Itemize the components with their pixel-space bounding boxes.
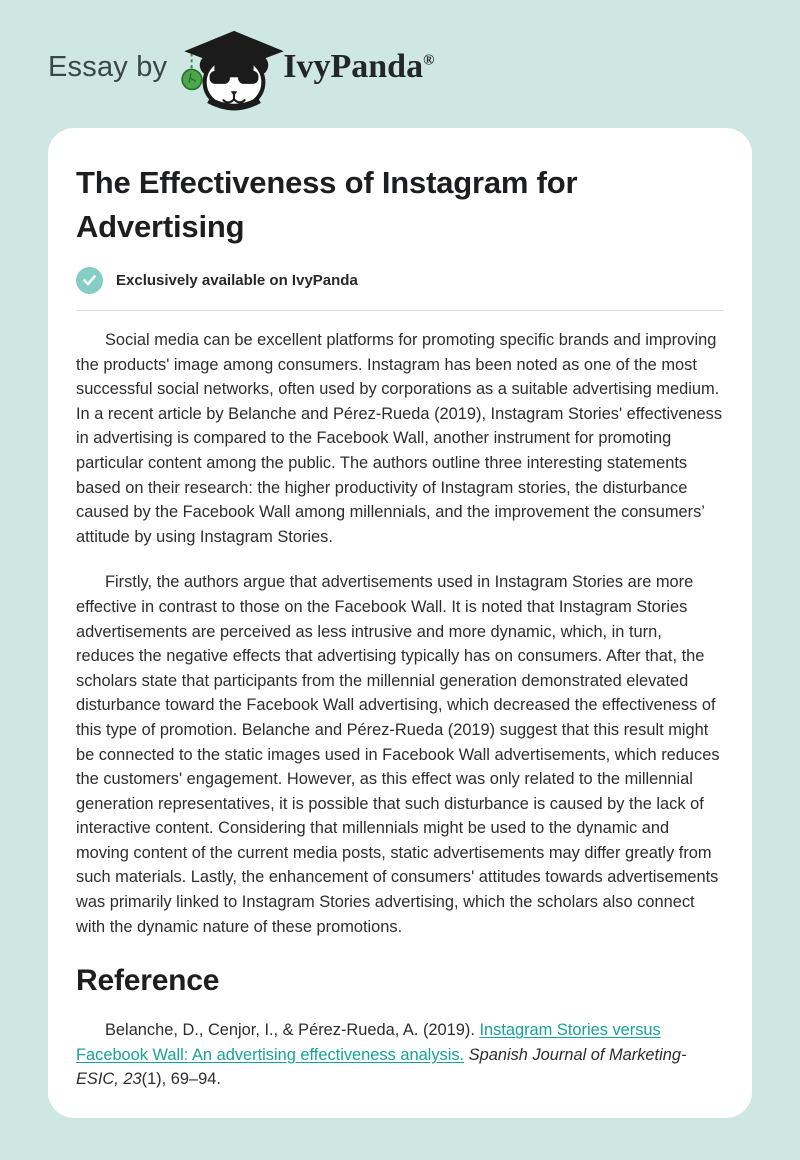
citation-authors: Belanche, D., Cenjor, I., & Pérez-Rueda, A. (2019). <box>105 1021 480 1040</box>
page-header <box>0 0 800 110</box>
reference-heading: Reference <box>76 964 220 998</box>
essay-body <box>76 328 724 939</box>
check-icon <box>76 267 103 294</box>
availability-badge <box>76 267 724 294</box>
divider <box>76 310 724 311</box>
reference-citation <box>76 1018 724 1092</box>
essay-by-label: Essay by <box>48 50 168 83</box>
brand-wordmark <box>283 48 434 86</box>
brand-name: IvyPanda <box>283 48 424 85</box>
essay-paragraph: Firstly, the authors argue that advertisements used in Instagram Stories are more effective in contrast to those on the Facebook Wall. It is noted that Instagram Stories advertisements are perceived as less intrusive and more dynamic, which, in turn, reduces the negative effects that advertising typically has on consumers. After that, the scholars state that participants from the millennial generation demonstrated elevated disturbance toward the Facebook Wall advertising, which decreased the effectiveness of this type of promotion. Belanche and Pérez-Rueda (2019) suggest that this result might be connected to the static images used in Facebook Wall advertisements, which reduces the customers' engagement. However, as this effect was only related to the millennial generation representatives, it is possible that such disturbance is caused by the lack of interactive content. Considering that millennials might be used to the dynamic and moving content of the current media posts, static advertisements may differ greatly from such materials. Lastly, the enhancement of consumers' attitudes towards advertisements was primarily linked to Instagram Stories advertising, which the scholars also connect with the dynamic nature of these promotions. <box>76 573 720 936</box>
essay-card <box>48 128 752 1118</box>
registered-mark: ® <box>423 52 435 69</box>
citation-issue-pages: (1), 69–94. <box>141 1070 221 1089</box>
citation-journal: Spanish Journal of Marketing-ESIC, 23 <box>76 1045 687 1089</box>
essay-paragraph: Social media can be excellent platforms for promoting specific brands and improving the products' image among consumers. Instagram has been noted as one of the most successful social networks, often used by corporations as a suitable advertising medium. In a recent article by Belanche and Pérez-Rueda (2019), Instagram Stories' effectiveness in advertising is compared to the Facebook Wall, another instrument for promoting particular content among the public. The authors outline three interesting statements based on their research: the higher productivity of Instagram stories, the disturbance caused by the Facebook Wall among millennials, and the improvement the consumers’ attitude by using Instagram Stories. <box>76 331 723 546</box>
panda-graduate-icon <box>181 28 287 112</box>
citation-article-link[interactable]: Instagram Stories versus Facebook Wall: An advertising effectiveness analysis. <box>76 1021 661 1064</box>
essay-title: The Effectiveness of Instagram for Advertising <box>76 165 578 244</box>
availability-label: Exclusively available on IvyPanda <box>116 272 358 289</box>
